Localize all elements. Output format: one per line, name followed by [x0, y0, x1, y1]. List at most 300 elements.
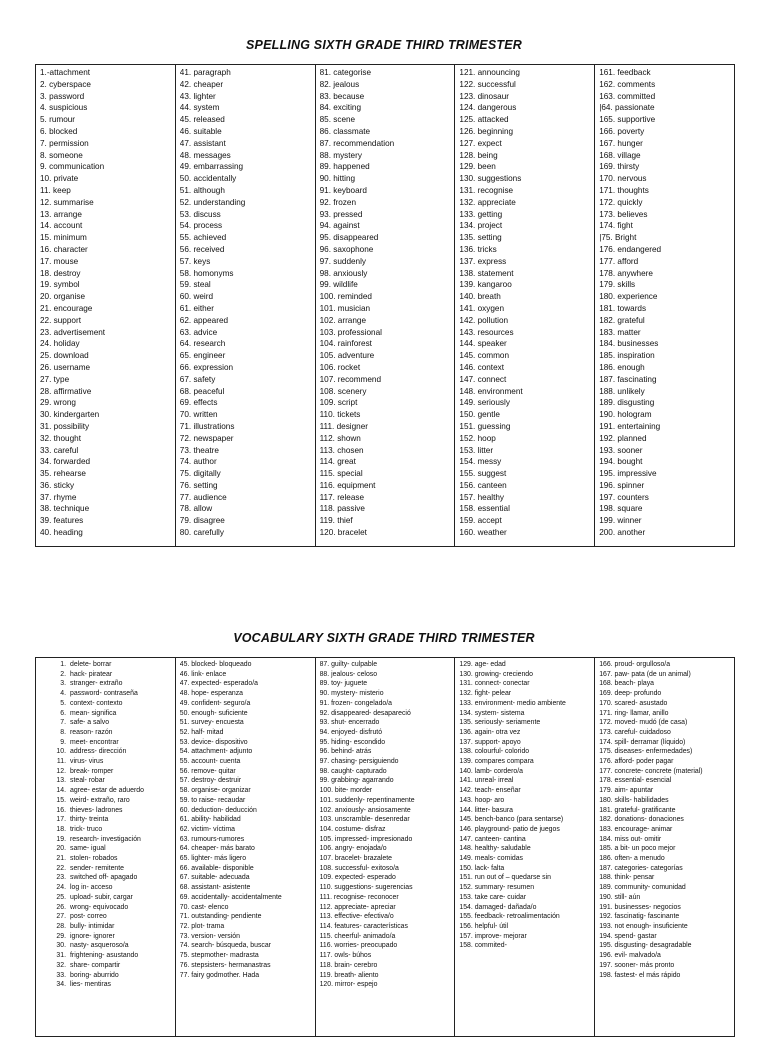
spelling-word: 161. feedback [599, 68, 651, 77]
spelling-word: 129. been [459, 162, 496, 172]
vocabulary-entry [459, 709, 594, 719]
vocabulary-entry [180, 670, 315, 680]
spelling-word: 120. bracelet [319, 528, 367, 538]
spelling-word: 43. lighter [179, 91, 216, 101]
entry-number: 33. [56, 971, 66, 979]
vocabulary-entry [599, 738, 734, 748]
vocabulary-entry [40, 903, 175, 913]
vocabulary-entry [459, 854, 594, 864]
spelling-word: 170. nervous [599, 174, 647, 184]
entry-text: environment- medio ambiente [474, 699, 566, 707]
entry-text: appreciate- apreciar [334, 903, 396, 911]
spelling-word: 173. believes [599, 209, 648, 219]
vocabulary-entry [320, 873, 455, 883]
vocabulary-entry [40, 932, 175, 942]
entry-number: 151. [459, 874, 475, 882]
entry-text: cast- elenco [191, 903, 229, 911]
entry-number: 17. [56, 816, 66, 824]
entry-text: log in- acceso [70, 884, 113, 892]
vocabulary-entry [320, 912, 455, 922]
spelling-word: 113. chosen [319, 445, 364, 455]
vocabulary-entry [40, 922, 175, 932]
entry-number: 5. [60, 699, 66, 707]
spelling-word: 105. adventure [319, 351, 375, 361]
vocabulary-entry [180, 738, 315, 748]
vocabulary-entry [180, 932, 315, 942]
spelling-word: 160. weather [459, 528, 507, 538]
spelling-word: 142. pollution [459, 315, 509, 325]
entry-text: accidentally- accidentalmente [191, 893, 282, 901]
spelling-word: 76. setting [179, 480, 218, 490]
entry-number: 193. [599, 922, 615, 930]
entry-text: to raise- recaudar [191, 796, 246, 804]
vocabulary-entry [40, 941, 175, 951]
vocabulary-entry [40, 883, 175, 893]
vocabulary-entry [599, 941, 734, 951]
spelling-word: 197. counters [599, 492, 649, 502]
entry-text: break- romper [70, 767, 114, 775]
spelling-word: 148. environment [459, 386, 523, 396]
entry-number: 20. [56, 845, 66, 853]
spelling-word: 17. mouse [40, 256, 79, 266]
vocabulary-entry [599, 815, 734, 825]
spelling-word: 22. support [40, 315, 81, 325]
spelling-word: 127. expect [459, 138, 502, 148]
spelling-word: 9. communication [40, 162, 105, 172]
vocabulary-entry [40, 689, 175, 699]
vocabulary-entry [459, 776, 594, 786]
entry-number: 177. [599, 767, 615, 775]
entry-text: unscramble- desenredar [334, 816, 410, 824]
spelling-column [36, 65, 176, 546]
entry-text: worries- preocupado [334, 942, 398, 950]
vocabulary-entry [320, 971, 455, 981]
spelling-word: 136. tricks [459, 244, 497, 254]
entry-number: 76. [179, 961, 192, 969]
entry-text: jealous- celoso [331, 670, 378, 678]
spelling-word: 159. accept [459, 516, 502, 526]
entry-text: organise- organizar [191, 787, 251, 795]
entry-number: 10. [56, 748, 66, 756]
entry-text: healthy- saludable [474, 845, 531, 853]
entry-text: helpful- útil [474, 922, 509, 930]
spelling-word: 181. towards [599, 303, 647, 313]
spelling-word: 52. understanding [179, 197, 246, 207]
vocabulary-table [35, 657, 735, 1037]
vocabulary-entry [40, 873, 175, 883]
spelling-word: 42. cheaper [179, 79, 224, 89]
entry-number: 119. [319, 971, 335, 979]
spelling-word: 5. rumour [40, 115, 76, 125]
entry-number: 158. [459, 942, 475, 950]
entry-text: run out of – quedarse sin [474, 874, 551, 882]
entry-number: 154. [459, 903, 475, 911]
vocabulary-entry [599, 679, 734, 689]
entry-number: 139. [459, 758, 475, 766]
entry-text: bracelet- brazalete [334, 855, 392, 863]
entry-text: caught- capturado [331, 767, 387, 775]
entry-text: aim- apuntar [614, 787, 654, 795]
vocabulary-entry [180, 893, 315, 903]
spelling-word: 103. professional [319, 327, 382, 337]
entry-text: commited- [474, 942, 507, 950]
vocabulary-entry [320, 709, 455, 719]
spelling-word: 98. anxiously [319, 268, 368, 278]
entry-text: recognise- reconocer [333, 893, 399, 901]
spelling-word: 77. audience [179, 492, 227, 502]
vocabulary-entry [320, 854, 455, 864]
entry-number: 97. [319, 758, 332, 766]
entry-number: 72. [179, 922, 192, 930]
vocabulary-entry [180, 776, 315, 786]
spelling-word: 54. process [179, 221, 223, 231]
entry-number: 120. [319, 981, 335, 989]
vocabulary-column [316, 658, 456, 1036]
vocabulary-entry [40, 718, 175, 728]
spelling-word: 73. theatre [179, 445, 219, 455]
vocabulary-entry [459, 922, 594, 932]
spelling-word: 31. possibility [40, 421, 90, 431]
entry-number: 113. [319, 913, 335, 921]
spelling-word: |75. Bright [599, 233, 637, 243]
spelling-word: 88. mystery [319, 150, 362, 160]
spelling-word: 143. resources [459, 327, 514, 337]
vocabulary-entry [40, 844, 175, 854]
entry-number: 157. [459, 932, 475, 940]
vocabulary-entry [320, 961, 455, 971]
vocabulary-entry [599, 961, 734, 971]
spelling-word: 152. hoop [459, 433, 496, 443]
entry-text: half- mitad [191, 728, 224, 736]
entry-text: impressed- impresionado [334, 835, 413, 843]
entry-number: 196. [599, 952, 615, 960]
entry-number: 8. [60, 728, 66, 736]
entry-text: connect- conectar [474, 680, 530, 688]
entry-number: 89. [319, 680, 332, 688]
vocabulary-entry [180, 796, 315, 806]
spelling-word: 166. poverty [599, 126, 645, 136]
entry-number: 190. [599, 893, 615, 901]
spelling-word: 37. rhyme [40, 492, 77, 502]
spelling-word: 189. disgusting [599, 398, 655, 408]
spelling-word: 1.-attachment [40, 68, 91, 77]
spelling-word: 109. script [319, 398, 358, 408]
vocabulary-entry [599, 728, 734, 738]
entry-text: weird- extraño, raro [70, 796, 130, 804]
vocabulary-entry [459, 786, 594, 796]
entry-number: 54. [179, 748, 192, 756]
entry-text: reason- razón [70, 728, 113, 736]
entry-text: virus- virus [70, 758, 104, 766]
spelling-word: 116. equipment [319, 480, 376, 490]
entry-text: often- a menudo [614, 855, 665, 863]
entry-text: damaged- dañada/o [474, 903, 537, 911]
entry-text: blocked- bloqueado [191, 661, 252, 668]
entry-text: stranger- extraño [70, 680, 123, 688]
entry-number: 65. [179, 855, 192, 863]
vocabulary-entry [320, 806, 455, 816]
vocabulary-entry [180, 903, 315, 913]
entry-text: outstanding- pendiente [191, 913, 262, 921]
spelling-word: 138. statement [459, 268, 514, 278]
spelling-word: 163. committed [599, 91, 656, 101]
spelling-word: 94. against [319, 221, 360, 231]
entry-text: categories- categorías [614, 864, 683, 872]
entry-number: 68. [179, 884, 192, 892]
entry-text: businesses- negocios [614, 903, 681, 911]
entry-text: enough- suficiente [191, 709, 248, 717]
entry-text: summary- resumen [474, 884, 535, 892]
entry-number: 74. [179, 942, 192, 950]
spelling-word: 171. thoughts [599, 185, 649, 195]
entry-number: 102. [319, 806, 335, 814]
vocabulary-entry [40, 893, 175, 903]
vocabulary-entry [320, 796, 455, 806]
entry-number: 11. [56, 758, 66, 766]
spelling-word: 72. newspaper [179, 433, 234, 443]
entry-text: scared- asustado [614, 699, 668, 707]
spelling-word: 124. dangerous [459, 103, 517, 113]
vocabulary-entry [459, 815, 594, 825]
entry-text: diseases- enfermedades) [614, 748, 693, 756]
vocabulary-entry [459, 796, 594, 806]
entry-text: account- cuenta [191, 758, 241, 766]
entry-text: search- búsqueda, buscar [191, 942, 271, 950]
entry-text: encourage- animar [614, 825, 673, 833]
spelling-word: 96. saxophone [319, 244, 374, 254]
entry-number: 135. [459, 719, 475, 727]
entry-number: 147. [459, 835, 475, 843]
entry-number: 46. [179, 670, 192, 678]
entry-number: 146. [459, 825, 475, 833]
spelling-word: 12. summarise [40, 197, 94, 207]
entry-text: survey- encuesta [191, 719, 244, 727]
spelling-word: 87. recommendation [319, 138, 395, 148]
entry-text: sender- remitente [70, 864, 125, 872]
vocabulary-entry [459, 679, 594, 689]
spelling-word: 11. keep [40, 185, 71, 195]
entry-text: bench-banco (para sentarse) [474, 816, 564, 824]
entry-number: 156. [459, 922, 475, 930]
spelling-word: 62. appeared [179, 315, 229, 325]
entry-text: proud- orgulloso/a [614, 661, 671, 668]
spelling-word: 92. frozen [319, 197, 357, 207]
spelling-word: 27. type [40, 374, 70, 384]
entry-number: 1. [60, 661, 66, 668]
vocabulary-entry [599, 709, 734, 719]
entry-text: post- correo [70, 913, 107, 921]
entry-text: stepsisters- hermanastras [191, 961, 271, 969]
entry-text: link- enlace [191, 670, 227, 678]
vocabulary-entry [180, 718, 315, 728]
entry-text: plot- trama [191, 922, 225, 930]
spelling-word: 47. assistant [179, 138, 226, 148]
spelling-word: 119. thief [319, 516, 353, 526]
entry-number: 140. [459, 767, 475, 775]
entry-number: 7. [60, 719, 66, 727]
vocabulary-entry [180, 679, 315, 689]
vocabulary-entry [40, 738, 175, 748]
entry-number: 153. [459, 893, 475, 901]
spelling-word: 6. blocked [40, 126, 78, 136]
entry-text: destroy- destruir [191, 777, 242, 785]
entry-number: 16. [56, 806, 66, 814]
spelling-word: 178. anywhere [599, 268, 653, 278]
vocabulary-entry [320, 689, 455, 699]
entry-text: hack- piratear [70, 670, 113, 678]
entry-text: upload- subir, cargar [70, 893, 133, 901]
entry-text: age- edad [474, 661, 506, 668]
entry-text: deep- profundo [614, 690, 662, 698]
spelling-word: 147. connect [459, 374, 507, 384]
spelling-word: 50. accidentally [179, 174, 237, 184]
entry-text: fairy godmother. Hada [191, 971, 260, 979]
entry-number: 133. [459, 699, 475, 707]
entry-number: 28. [56, 922, 66, 930]
entry-number: 152. [459, 884, 475, 892]
spelling-word: 144. speaker [459, 339, 507, 349]
spelling-word: 4. suspicious [40, 103, 88, 113]
vocabulary-entry [320, 922, 455, 932]
spelling-word: 145. common [459, 351, 509, 361]
spelling-word: 101. musician [319, 303, 371, 313]
spelling-word: 141. oxygen [459, 303, 505, 313]
spelling-word: 195. impressive [599, 469, 657, 479]
entry-text: lamb- cordero/a [474, 767, 523, 775]
entry-number: 134. [459, 709, 475, 717]
vocabulary-entry [40, 767, 175, 777]
vocabulary-entry [180, 660, 315, 670]
spelling-word: 3. password [40, 91, 85, 101]
spelling-word: 182. grateful [599, 315, 645, 325]
spelling-word: 118. passive [319, 504, 365, 514]
entry-number: 192. [599, 913, 615, 921]
vocabulary-entry [599, 854, 734, 864]
entry-number: 104. [319, 825, 335, 833]
entry-text: effective- efectiva/o [334, 913, 394, 921]
entry-text: thieves- ladrones [70, 806, 123, 814]
spelling-word: 130. suggestions [459, 174, 522, 184]
entry-text: wrong- equivocado [70, 903, 129, 911]
entry-text: think- pensar [614, 874, 655, 882]
entry-number: 166. [599, 661, 615, 668]
entry-text: again- otra vez [474, 728, 521, 736]
entry-number: 179. [599, 787, 615, 795]
spelling-word: 15. minimum [40, 233, 87, 243]
spelling-word: 30. kindergarten [40, 410, 100, 420]
spelling-column [176, 65, 316, 546]
entry-number: 15. [56, 796, 66, 804]
spelling-word: 155. suggest [459, 469, 507, 479]
spelling-word: 41. paragraph [179, 68, 231, 77]
spelling-word: 122. successful [459, 79, 516, 89]
entry-text: careful- cuidadoso [614, 728, 671, 736]
vocabulary-entry [40, 796, 175, 806]
spelling-word: 125. attacked [459, 115, 509, 125]
spelling-word: 93. pressed [319, 209, 363, 219]
entry-text: share- compartir [70, 961, 121, 969]
entry-number: 182. [599, 816, 615, 824]
spelling-word: 69. effects [179, 398, 218, 408]
vocabulary-entry [180, 941, 315, 951]
vocabulary-entry [459, 806, 594, 816]
entry-text: teach- enseñar [474, 787, 521, 795]
entry-number: 143. [459, 796, 475, 804]
entry-number: 118. [319, 961, 335, 969]
vocabulary-entry [320, 767, 455, 777]
entry-number: 50. [179, 709, 192, 717]
vocabulary-entry [180, 757, 315, 767]
entry-text: spill- derramar (líquido) [614, 738, 686, 746]
entry-number: 103. [319, 816, 335, 824]
entry-text: growing- creciendo [474, 670, 533, 678]
entry-text: ability- habilidad [191, 816, 241, 824]
entry-text: not enough- insuficiente [614, 922, 688, 930]
entry-number: 31. [56, 952, 66, 960]
entry-number: 107. [319, 855, 335, 863]
entry-number: 141. [459, 777, 475, 785]
spelling-word: 10. private [40, 174, 79, 184]
spelling-word: 133. getting [459, 209, 503, 219]
entry-text: brain- cerebro [334, 961, 378, 969]
entry-number: 52. [179, 728, 192, 736]
entry-text: suitable- adecuada [191, 874, 250, 882]
entry-number: 106. [319, 845, 335, 853]
entry-text: community- comunidad [614, 884, 686, 892]
entry-text: afford- poder pagar [614, 758, 674, 766]
entry-number: 142. [459, 787, 475, 795]
spelling-word: 39. features [40, 516, 84, 526]
spelling-word: 192. planned [599, 433, 647, 443]
entry-number: 57. [179, 777, 192, 785]
spelling-word: 16. character [40, 244, 88, 254]
entry-text: disappeared- desapareció [331, 709, 411, 717]
vocabulary-entry [40, 757, 175, 767]
spelling-word: 187. fascinating [599, 374, 657, 384]
entry-text: anxiously- ansiosamente [334, 806, 411, 814]
entry-text: colourful- colorido [474, 748, 530, 756]
spelling-word: 46. suitable [179, 126, 222, 136]
vocabulary-entry [459, 728, 594, 738]
entry-number: 6. [60, 709, 66, 717]
entry-text: owls- búhos [334, 952, 372, 960]
spelling-word: 185. inspiration [599, 351, 655, 361]
vocabulary-entry [180, 854, 315, 864]
vocabulary-entry [40, 854, 175, 864]
entry-text: deduction- deducción [191, 806, 257, 814]
entry-number: 19. [56, 835, 66, 843]
entry-number: 189. [599, 884, 615, 892]
vocabulary-entry [459, 825, 594, 835]
vocabulary-entry [599, 670, 734, 680]
entry-number: 175. [599, 748, 615, 756]
entry-number: 130. [459, 670, 475, 678]
vocabulary-entry [459, 873, 594, 883]
entry-number: 149. [459, 855, 475, 863]
entry-number: 95. [319, 738, 332, 746]
entry-number: 55. [179, 758, 192, 766]
entry-number: 191. [599, 903, 615, 911]
entry-number: 174. [599, 738, 615, 746]
vocabulary-entry [320, 883, 455, 893]
entry-text: rumours-rumores [191, 835, 245, 843]
spelling-word: 196. spinner [599, 480, 645, 490]
entry-text: behind- atrás [331, 748, 372, 756]
spelling-word: 70. written [179, 410, 218, 420]
entry-number: 155. [459, 913, 475, 921]
vocabulary-entry [40, 699, 175, 709]
vocabulary-entry [180, 922, 315, 932]
